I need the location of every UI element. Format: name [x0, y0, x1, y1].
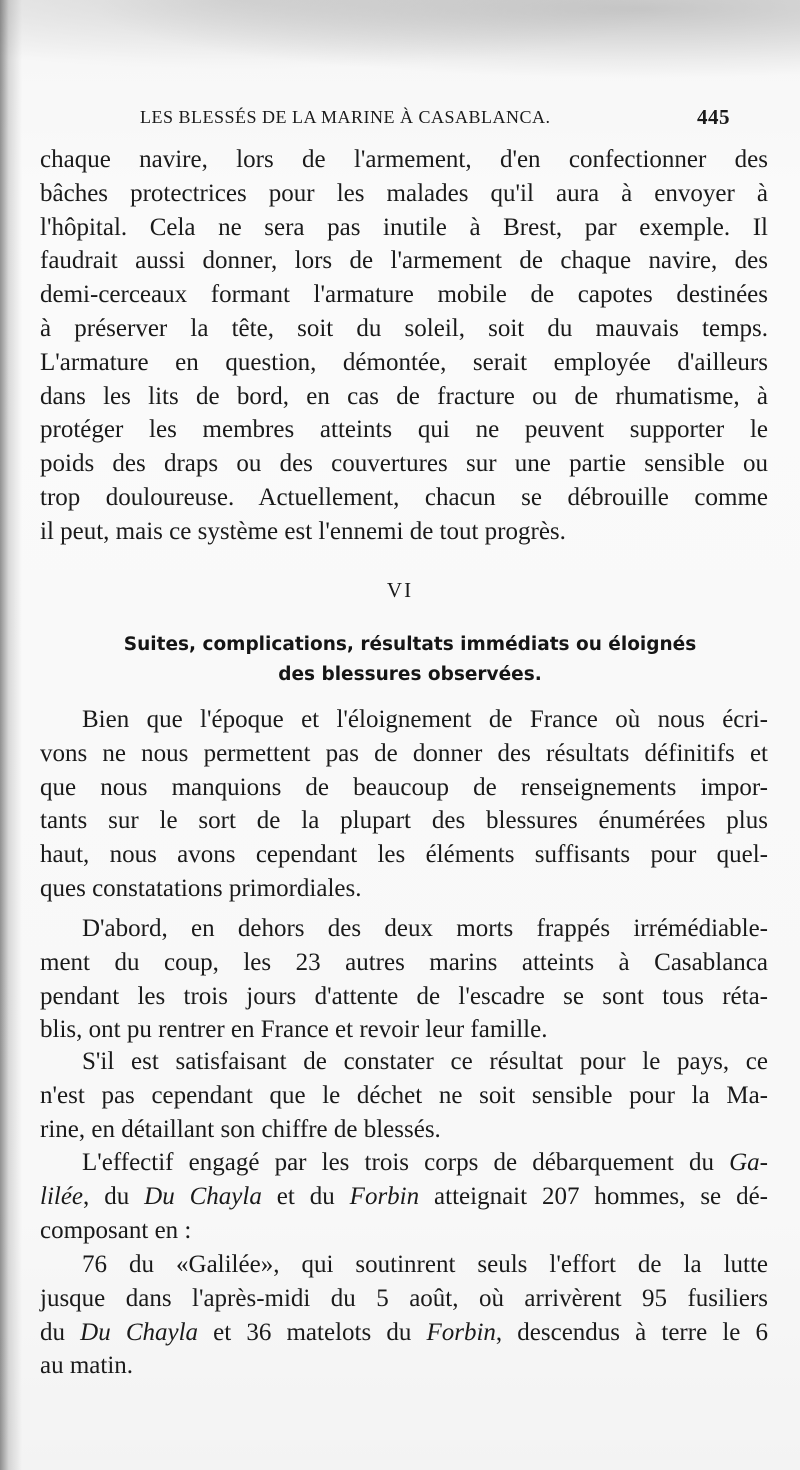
text-line: que nous manquions de beaucoup de renseignements impor-	[40, 773, 768, 801]
text-line: l'hôpital. Cela ne sera pas inutile à Brest, par exemple. Il	[40, 213, 768, 241]
section-number: VI	[386, 578, 414, 602]
page-header	[140, 103, 740, 133]
paragraph-4	[40, 1045, 768, 1146]
ship-name: Forbin	[349, 1182, 420, 1210]
text-line: dans les lits de bord, en cas de fracture ou de rhumatisme, à	[40, 382, 768, 410]
binding-edge-shadow	[0, 0, 22, 1470]
ship-name: Ga-	[729, 1149, 768, 1176]
text-line: vons ne nous permettent pas de donner des résultats définitifs et	[40, 739, 768, 767]
text-segment: et 36 matelots du	[198, 1318, 427, 1346]
text-line: Bien que l'époque et l'éloignement de France où nous écri-	[82, 706, 768, 733]
text-line: blis, ont pu rentrer en France et revoir leur famille.	[40, 1016, 548, 1044]
text-line: ment du coup, les 23 autres marins atteints à Casablanca	[40, 948, 768, 976]
paragraph-5	[40, 1146, 768, 1247]
section-title-line: des blessures observées.	[278, 664, 542, 685]
scan-shadow	[0, 0, 800, 90]
text-segment: , du	[83, 1182, 145, 1210]
ship-name: lilée	[40, 1182, 84, 1210]
section-title	[70, 630, 750, 690]
ship-name: Forbin	[426, 1318, 496, 1346]
text-line: il peut, mais ce système est l'ennemi de tout progrès.	[40, 517, 566, 545]
text-line	[40, 1180, 768, 1214]
text-line: pendant les trois jours d'attente de l'escadre se sont tous réta-	[40, 982, 768, 1010]
text-line: composant en :	[40, 1216, 192, 1244]
paragraph-6	[40, 1248, 768, 1383]
paragraph-2	[40, 703, 768, 906]
text-line: S'il est satisfaisant de constater ce résultat pour le pays, ce	[82, 1048, 768, 1075]
text-line: demi-cerceaux formant l'armature mobile de capotes destinées	[40, 281, 768, 309]
text-segment: atteignait 207 hommes, se dé-	[419, 1182, 768, 1210]
page-number: 445	[697, 105, 730, 129]
ship-name: Du Chayla	[80, 1318, 199, 1346]
text-line: jusque dans l'après-midi du 5 août, où arrivèrent 95 fusiliers	[40, 1284, 768, 1312]
text-line: chaque navire, lors de l'armement, d'en confectionner des	[40, 146, 768, 173]
paragraph-3	[40, 912, 768, 1047]
text-line: n'est pas cependant que le déchet ne soit sensible pour la Ma-	[40, 1081, 768, 1109]
text-line: haut, nous avons cependant les éléments suffisants pour quel-	[40, 841, 768, 869]
text-line: tants sur le sort de la plupart des blessures énumérées plus	[40, 807, 768, 835]
paragraph-1	[40, 143, 768, 549]
text-line: faudrait aussi donner, lors de l'armement de chaque navire, des	[40, 247, 768, 275]
text-line	[40, 1316, 768, 1350]
text-line: L'armature en question, démontée, serait employée d'ailleurs	[40, 348, 768, 376]
text-line: protéger les membres atteints qui ne peuvent supporter le	[40, 416, 768, 444]
section-title-line: Suites, complications, résultats immédiats ou éloignés	[123, 634, 697, 655]
text-line: trop douloureuse. Actuellement, chacun se débrouille comme	[40, 483, 768, 511]
text-line: D'abord, en dehors des deux morts frappés irrémédiable-	[82, 915, 768, 942]
text-line: poids des draps ou des couvertures sur une partie sensible ou	[40, 450, 768, 478]
text-segment: L'effectif engagé par les trois corps de débarquement du	[82, 1149, 730, 1176]
text-line: au matin.	[40, 1352, 134, 1380]
text-segment: du	[40, 1318, 81, 1346]
text-line: 76 du «Galilée», qui soutinrent seuls l'effort de la lutte	[82, 1251, 768, 1278]
text-segment: , descendus à terre le 6	[495, 1318, 768, 1346]
text-line: à préserver la tête, soit du soleil, soit du mauvais temps.	[40, 314, 768, 342]
text-line: rine, en détaillant son chiffre de blessés.	[40, 1115, 441, 1143]
text-segment: et du	[261, 1182, 350, 1210]
ship-name: Du Chayla	[144, 1182, 262, 1210]
text-line: bâches protectrices pour les malades qu'il aura à envoyer à	[40, 179, 768, 207]
text-line	[40, 1146, 768, 1180]
running-title: LES BLESSÉS DE LA MARINE À CASABLANCA.	[140, 107, 551, 127]
text-line: ques constatations primordiales.	[40, 874, 362, 902]
